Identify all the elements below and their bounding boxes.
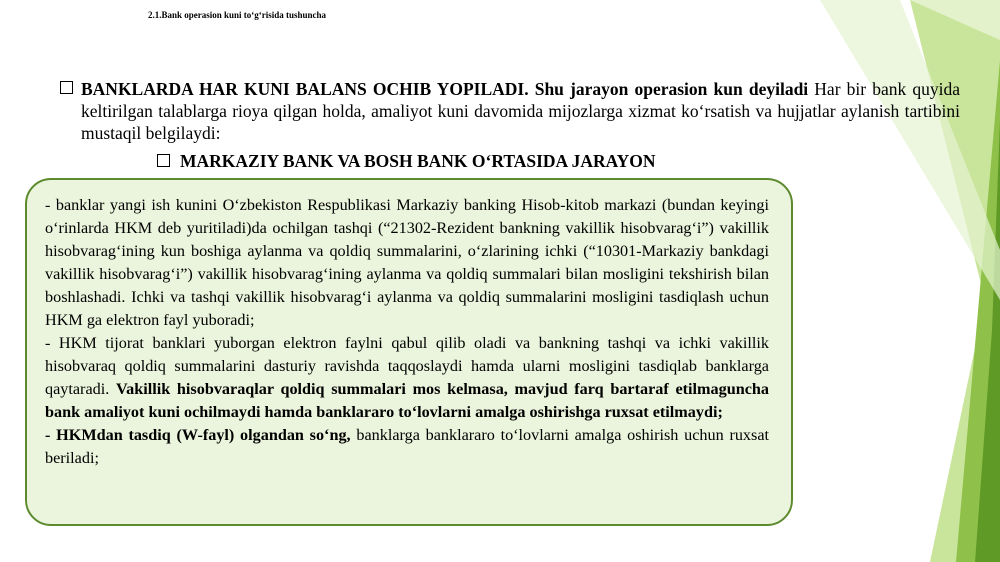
main-bullet xyxy=(60,78,960,144)
main-bullet-bold: BANKLARDA HAR KUNI BALANS OCHIB YOPILADI. Shu jarayon operasion kun deyiladi xyxy=(81,79,809,99)
sub-bullet-text: MARKAZIY BANK VA BOSH BANK O‘RTASIDA JARAYON xyxy=(180,151,656,171)
slide-title: 2.1.Bank operasion kuni to‘g‘risida tushuncha xyxy=(148,10,327,20)
main-bullet-body: Har bir bank quyida keltirilgan talablarga rioya qilgan holda, amaliyot kuni davomida mijozlarga xizmat ko‘rsatish va hujjatlar aylanish tartibini mustaqil belgilaydi: xyxy=(81,79,960,143)
square-bullet-icon xyxy=(157,154,170,167)
panel-paragraph-2 xyxy=(45,332,769,424)
panel-paragraph-3 xyxy=(45,424,769,470)
main-bullet-text xyxy=(81,78,960,144)
panel-paragraph-3-bold: - HKMdan tasdiq (W-fayl) olgandan so‘ng, xyxy=(45,426,351,444)
panel-paragraph-2-text: - HKM tijorat banklari yuborgan elektron faylni qabul qilib oladi va bankning tashqi va ichki vakillik hisobvaraq qoldiq summalarini dasturiy ravishda taqqoslaydi hamda ularni mosligini tasdiqlab banklarga qaytaradi. xyxy=(45,334,769,398)
square-bullet-icon xyxy=(60,81,73,94)
panel-text xyxy=(45,194,769,470)
panel-paragraph-1: - banklar yangi ish kunini O‘zbekiston Respublikasi Markaziy banking Hisob-kitob markazi (bundan keyingi o‘rinlarda HKM deb yuritiladi)da ochilgan tashqi (“21302-Rezident bankning vakillik hisobvarag‘i”) vakillik hisobvarag‘ining kun boshiga aylanma va qoldiq summalarini, o‘zlarining ichki (“10301-Markaziy bankdagi vakillik hisobvarag‘i”) vakillik hisobvarag‘ining aylanma va qoldiq summalari bilan mosligini tekshirish bilan boshlashadi. Ichki va tashqi vakillik hisobvarag‘i aylanma va qoldiq summalarini mosligini tasdiqlash uchun HKM ga elektron fayl yuboradi; xyxy=(45,196,769,329)
panel-paragraph-2-bold: Vakillik hisobvaraqlar qoldiq summalari mos kelmasa, mavjud farq bartaraf etilmaguncha bank amaliyot kuni ochilmaydi hamda banklararo to‘lovlarni amalga oshirishga ruxsat etilmaydi; xyxy=(45,380,769,421)
panel-paragraph-3-text: banklarga banklararo to‘lovlarni amalga oshirish uchun ruxsat beriladi; xyxy=(45,426,769,467)
sub-bullet xyxy=(157,150,656,172)
